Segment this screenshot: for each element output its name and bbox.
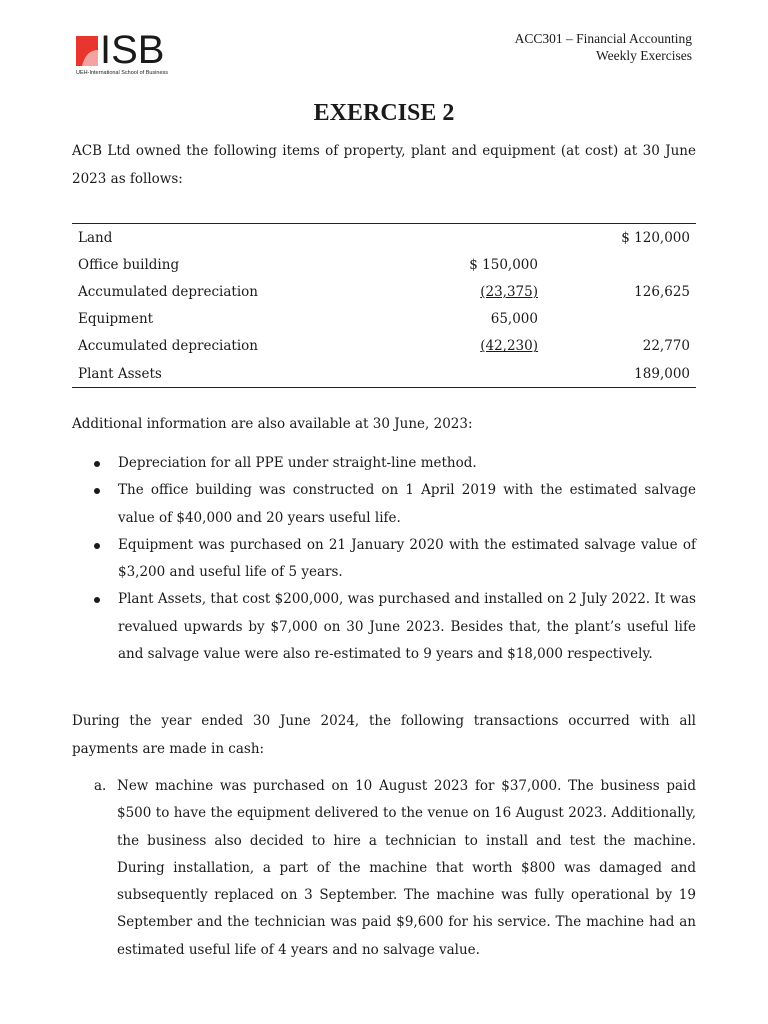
row-label: Accumulated depreciation <box>78 338 258 355</box>
item-marker: a. <box>94 778 107 794</box>
ppe-table <box>72 223 696 388</box>
row-col1: (42,230) <box>480 338 538 355</box>
row-col2 <box>544 251 696 278</box>
bullet-text: Equipment was purchased on 21 January 2020 with the estimated salvage value of $3,200 and useful life of 5 years. <box>118 536 696 581</box>
course-name: ACC301 – Financial Accounting <box>514 31 692 46</box>
course-header <box>515 30 692 64</box>
row-label: Plant Assets <box>78 365 162 382</box>
table-row <box>72 333 696 360</box>
list-item <box>72 532 696 587</box>
bullet-text: Plant Assets, that cost $200,000, was purchased and installed on 2 July 2022. It was revalued upwards by $7,000 on 30 June 2023. Besides that, the plant’s useful life and salvage value were also re-estimated to 9 years and $18,000 respectively. <box>118 591 696 663</box>
table-row <box>72 251 696 278</box>
row-label: Accumulated depreciation <box>78 283 258 300</box>
transactions-intro: During the year ended 30 June 2024, the following transactions occurred with all payments are made in cash: <box>72 713 696 757</box>
row-col1: (23,375) <box>480 283 538 300</box>
intro-paragraph: ACB Ltd owned the following items of property, plant and equipment (at cost) at 30 June 2023 as follows: <box>72 143 696 187</box>
bullet-icon <box>94 597 100 603</box>
row-label: Equipment <box>78 311 154 328</box>
transaction-list <box>72 773 696 964</box>
isb-logo-mark-icon <box>76 36 98 66</box>
bullet-text: Depreciation for all PPE under straight-line method. <box>118 455 477 471</box>
isb-logo <box>76 28 186 78</box>
table-row <box>72 306 696 333</box>
list-item <box>72 477 696 532</box>
row-col1: $ 150,000 <box>469 256 538 273</box>
table-row <box>72 278 696 305</box>
list-item <box>72 773 696 964</box>
row-col2: $ 120,000 <box>621 229 690 246</box>
bullet-icon <box>94 461 100 467</box>
bullet-text: The office building was constructed on 1 April 2019 with the estimated salvage value of $40,000 and 20 years useful life. <box>118 482 696 526</box>
list-item <box>72 450 696 477</box>
item-text: New machine was purchased on 10 August 2023 for $37,000. The business paid $500 to have the equipment delivered to the venue on 16 August 2023. Additionally, the business also decided to hire a technician to install and test the machine. During installation, a part of the machine that worth $800 was damaged and subsequently replaced on 3 September. The machine was fully operational by 19 September and the technician was paid $9,600 for his service. The machine had an estimated useful life of 4 years and no salvage value. <box>117 778 696 958</box>
logo-text: ISB <box>100 28 165 72</box>
row-col2 <box>544 306 696 333</box>
row-label: Office building <box>78 256 180 273</box>
bullet-icon <box>94 488 100 494</box>
page-title: EXERCISE 2 <box>313 100 455 126</box>
row-col2: 189,000 <box>634 365 690 382</box>
row-col1: 65,000 <box>490 311 538 328</box>
logo-subtitle: UEH-International School of Business <box>76 70 169 76</box>
additional-heading: Additional information are also available at 30 June, 2023: <box>72 416 473 432</box>
bullet-icon <box>94 543 100 549</box>
table-row <box>72 360 696 388</box>
row-col1 <box>392 360 544 388</box>
list-item <box>72 586 696 668</box>
course-subtitle: Weekly Exercises <box>596 48 692 63</box>
row-col2: 22,770 <box>642 338 690 355</box>
table-row <box>72 224 696 252</box>
row-col1 <box>392 224 544 252</box>
info-bullet-list <box>72 450 696 668</box>
row-col2: 126,625 <box>634 283 690 300</box>
row-label: Land <box>78 229 113 246</box>
